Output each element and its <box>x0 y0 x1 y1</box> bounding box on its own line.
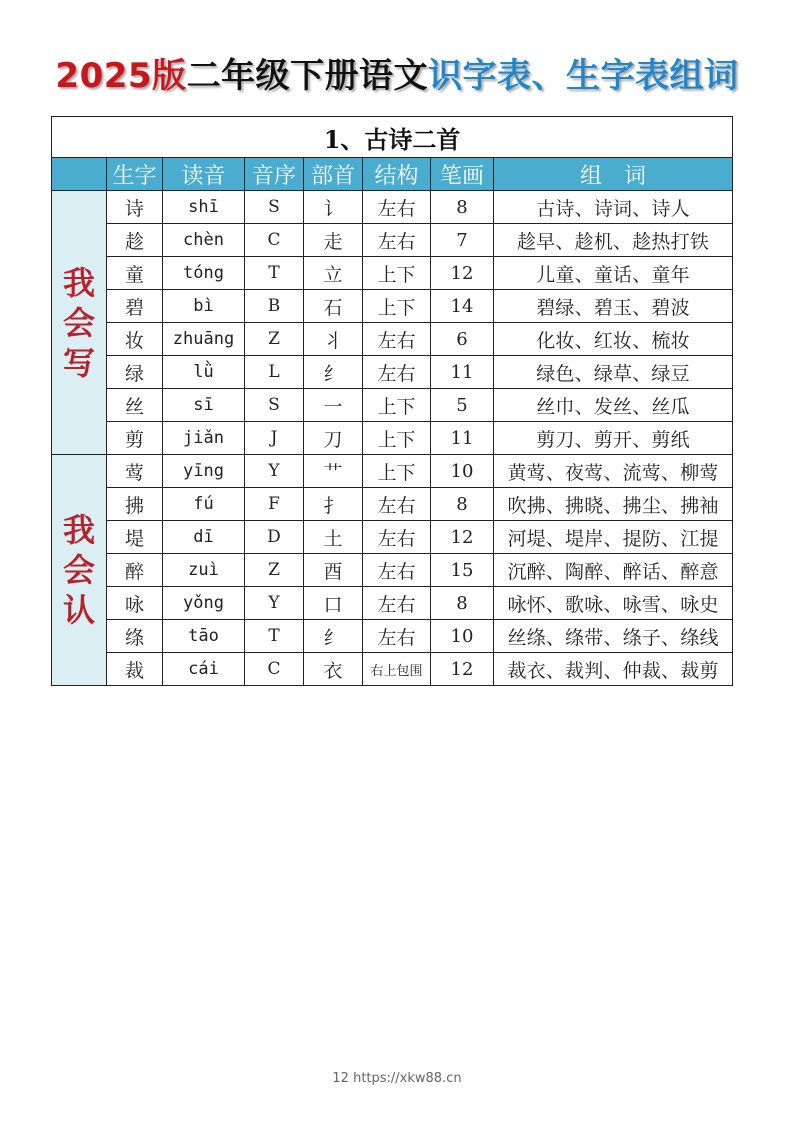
cell-words: 剪刀、剪开、剪纸 <box>494 422 733 455</box>
cell-words: 趁早、趁机、趁热打铁 <box>494 224 733 257</box>
cell-structure: 左右 <box>363 554 431 587</box>
cell-strokes: 8 <box>431 488 494 521</box>
cell-words: 儿童、童话、童年 <box>494 257 733 290</box>
cell-words: 裁衣、裁判、仲裁、裁剪 <box>494 653 733 686</box>
cell-strokes: 12 <box>431 521 494 554</box>
cell-words: 绿色、绿草、绿豆 <box>494 356 733 389</box>
cell-strokes: 10 <box>431 620 494 653</box>
cell-words: 古诗、诗词、诗人 <box>494 191 733 224</box>
cell-strokes: 10 <box>431 455 494 488</box>
cell-pinyin: tāo <box>163 620 245 653</box>
table-row <box>52 422 733 455</box>
table-row <box>52 290 733 323</box>
cell-pinyin: bì <box>163 290 245 323</box>
cell-pinyin: chèn <box>163 224 245 257</box>
cell-initial: F <box>245 488 304 521</box>
cell-structure: 上下 <box>363 290 431 323</box>
cell-initial: L <box>245 356 304 389</box>
cell-character: 妆 <box>107 323 163 356</box>
cell-strokes: 12 <box>431 653 494 686</box>
table-row <box>52 554 733 587</box>
cell-structure: 左右 <box>363 587 431 620</box>
cell-radical: 石 <box>304 290 363 323</box>
cell-initial: B <box>245 290 304 323</box>
cell-words: 咏怀、歌咏、咏雪、咏史 <box>494 587 733 620</box>
group-label-text: 我会认 <box>63 511 96 629</box>
cell-initial: D <box>245 521 304 554</box>
cell-radical: 一 <box>304 389 363 422</box>
cell-structure: 左右 <box>363 323 431 356</box>
cell-character: 诗 <box>107 191 163 224</box>
cell-character: 堤 <box>107 521 163 554</box>
table-row <box>52 257 733 290</box>
table-row <box>52 356 733 389</box>
cell-radical: 刀 <box>304 422 363 455</box>
cell-structure: 左右 <box>363 356 431 389</box>
cell-words: 化妆、红妆、梳妆 <box>494 323 733 356</box>
cell-structure: 左右 <box>363 620 431 653</box>
cell-character: 丝 <box>107 389 163 422</box>
cell-radical: 纟 <box>304 620 363 653</box>
table-row <box>52 191 733 224</box>
cell-strokes: 8 <box>431 587 494 620</box>
cell-character: 醉 <box>107 554 163 587</box>
cell-words: 吹拂、拂晓、拂尘、拂袖 <box>494 488 733 521</box>
header-initial: 音序 <box>245 158 304 191</box>
cell-pinyin: fú <box>163 488 245 521</box>
cell-initial: Y <box>245 455 304 488</box>
group-label-text: 我会写 <box>63 263 96 382</box>
table-header-row <box>52 158 733 191</box>
table-row <box>52 224 733 257</box>
cell-initial: T <box>245 620 304 653</box>
table-row <box>52 521 733 554</box>
table-row <box>52 620 733 653</box>
cell-radical: 丬 <box>304 323 363 356</box>
cell-words: 河堤、堤岸、提防、江提 <box>494 521 733 554</box>
cell-initial: T <box>245 257 304 290</box>
cell-pinyin: lǜ <box>163 356 245 389</box>
cell-character: 咏 <box>107 587 163 620</box>
cell-initial: Z <box>245 323 304 356</box>
table-row <box>52 653 733 686</box>
cell-radical: 土 <box>304 521 363 554</box>
cell-structure: 左右 <box>363 488 431 521</box>
cell-character: 莺 <box>107 455 163 488</box>
cell-strokes: 5 <box>431 389 494 422</box>
cell-initial: C <box>245 224 304 257</box>
cell-radical: 纟 <box>304 356 363 389</box>
cell-structure: 上下 <box>363 389 431 422</box>
cell-radical: 口 <box>304 587 363 620</box>
header-words: 组 词 <box>494 158 733 191</box>
title-year: 2025版 <box>55 56 187 96</box>
cell-words: 沉醉、陶醉、醉话、醉意 <box>494 554 733 587</box>
header-character: 生字 <box>107 158 163 191</box>
group-label <box>52 455 107 686</box>
cell-pinyin: zuì <box>163 554 245 587</box>
cell-structure: 上下 <box>363 422 431 455</box>
cell-pinyin: zhuāng <box>163 323 245 356</box>
cell-pinyin: jiǎn <box>163 422 245 455</box>
cell-pinyin: yǒng <box>163 587 245 620</box>
cell-initial: Y <box>245 587 304 620</box>
cell-radical: 立 <box>304 257 363 290</box>
cell-character: 趁 <box>107 224 163 257</box>
group-label <box>52 191 107 455</box>
title-grade: 二年级下册语文 <box>186 56 429 96</box>
header-strokes: 笔画 <box>431 158 494 191</box>
cell-character: 拂 <box>107 488 163 521</box>
header-structure: 结构 <box>363 158 431 191</box>
cell-character: 绿 <box>107 356 163 389</box>
cell-strokes: 6 <box>431 323 494 356</box>
header-radical: 部首 <box>304 158 363 191</box>
cell-words: 丝巾、发丝、丝瓜 <box>494 389 733 422</box>
cell-structure: 上下 <box>363 455 431 488</box>
cell-strokes: 14 <box>431 290 494 323</box>
cell-initial: C <box>245 653 304 686</box>
lesson-title: 1、古诗二首 <box>52 117 733 158</box>
cell-strokes: 12 <box>431 257 494 290</box>
table-row <box>52 587 733 620</box>
cell-initial: Z <box>245 554 304 587</box>
cell-words: 黄莺、夜莺、流莺、柳莺 <box>494 455 733 488</box>
page-footer: 12 https://xkw88.cn <box>332 1071 462 1086</box>
cell-radical: 衣 <box>304 653 363 686</box>
cell-structure: 左右 <box>363 191 431 224</box>
cell-structure: 上下 <box>363 257 431 290</box>
cell-pinyin: sī <box>163 389 245 422</box>
cell-structure: 右上包围 <box>363 653 431 686</box>
cell-pinyin: cái <box>163 653 245 686</box>
cell-character: 剪 <box>107 422 163 455</box>
page-title <box>0 48 794 97</box>
cell-initial: S <box>245 191 304 224</box>
cell-initial: J <box>245 422 304 455</box>
cell-pinyin: dī <box>163 521 245 554</box>
cell-pinyin: shī <box>163 191 245 224</box>
cell-words: 丝绦、绦带、绦子、绦线 <box>494 620 733 653</box>
table-row <box>52 455 733 488</box>
cell-words: 碧绿、碧玉、碧波 <box>494 290 733 323</box>
cell-pinyin: yīng <box>163 455 245 488</box>
cell-radical: 扌 <box>304 488 363 521</box>
cell-radical: 艹 <box>304 455 363 488</box>
cell-initial: S <box>245 389 304 422</box>
cell-character: 童 <box>107 257 163 290</box>
cell-radical: 酉 <box>304 554 363 587</box>
cell-character: 碧 <box>107 290 163 323</box>
cell-character: 裁 <box>107 653 163 686</box>
table-row <box>52 389 733 422</box>
table-row <box>52 488 733 521</box>
title-topic: 识字表、生字表组词 <box>428 56 739 96</box>
cell-radical: 走 <box>304 224 363 257</box>
cell-structure: 左右 <box>363 224 431 257</box>
cell-strokes: 7 <box>431 224 494 257</box>
cell-pinyin: tóng <box>163 257 245 290</box>
cell-strokes: 8 <box>431 191 494 224</box>
cell-strokes: 11 <box>431 422 494 455</box>
header-blank <box>52 158 107 191</box>
cell-strokes: 15 <box>431 554 494 587</box>
table-row <box>52 323 733 356</box>
cell-structure: 左右 <box>363 521 431 554</box>
cell-character: 绦 <box>107 620 163 653</box>
cell-radical: 讠 <box>304 191 363 224</box>
character-table <box>51 116 733 686</box>
header-pinyin: 读音 <box>163 158 245 191</box>
cell-strokes: 11 <box>431 356 494 389</box>
